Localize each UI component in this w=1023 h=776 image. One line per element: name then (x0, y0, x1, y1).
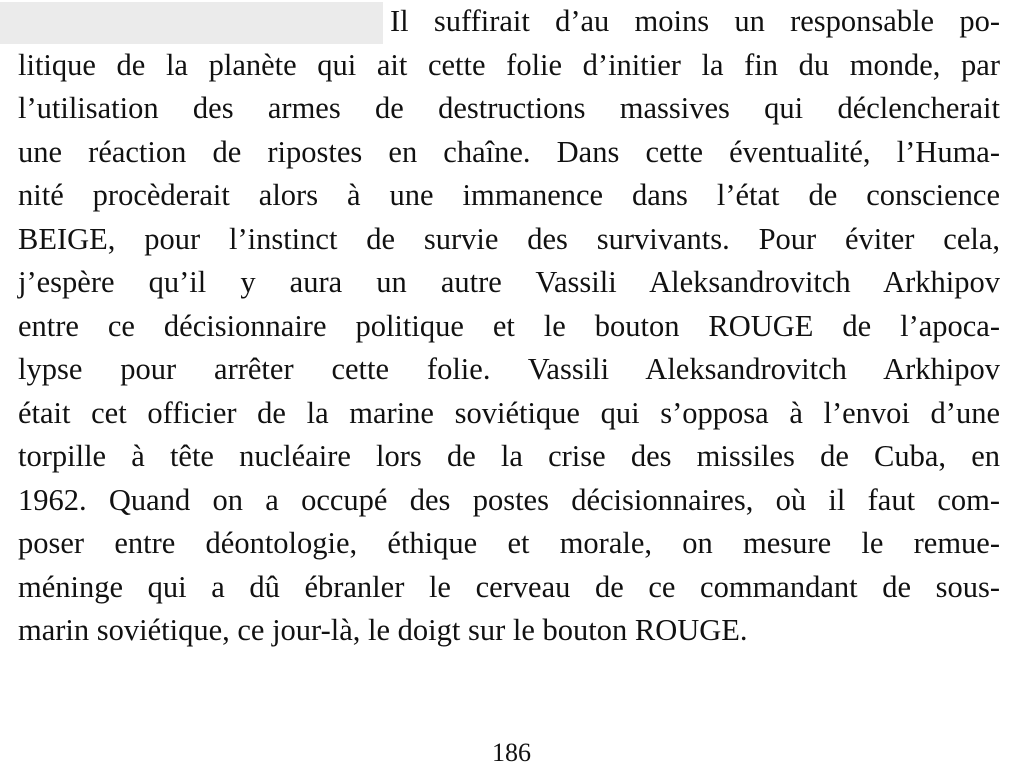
paragraph-line: BEIGE, pour l’instinct de survie des survivants. Pour éviter cela, (18, 221, 1000, 256)
paragraph-line: nité procèderait alors à une immanence dans l’état de conscience (18, 178, 1000, 212)
paragraph-line: Il suffirait d’au moins un responsable po- (390, 4, 1000, 38)
paragraph-line: une réaction de ripostes en chaîne. Dans cette éventualité, l’Huma- (18, 134, 1000, 169)
paragraph-line: 1962. Quand on a occupé des postes décisionnaires, où il faut com- (18, 482, 1000, 517)
paragraph-line: méninge qui a dû ébranler le cerveau de ce commandant de sous- (18, 569, 1000, 604)
paragraph-line: l’utilisation des armes de destructions massives qui déclencherait (18, 91, 1000, 125)
paragraph-line: poser entre déontologie, éthique et morale, on mesure le remue- (18, 526, 1000, 560)
paragraph-line: j’espère qu’il y aura un autre Vassili Aleksandrovitch Arkhipov (18, 265, 1000, 299)
paragraph-line: entre ce décisionnaire politique et le bouton ROUGE de l’apoca- (18, 308, 1000, 343)
page-number: 186 (492, 738, 531, 767)
paragraph-line: litique de la planète qui ait cette folie d’initier la fin du monde, par (18, 47, 1000, 82)
paragraph-line: était cet officier de la marine soviétique qui s’opposa à l’envoi d’une (18, 395, 1000, 430)
body-paragraph (18, 0, 1000, 653)
paragraph-line: torpille à tête nucléaire lors de la crise des missiles de Cuba, en (18, 439, 1000, 473)
paragraph-line: marin soviétique, ce jour-là, le doigt sur le bouton ROUGE. (18, 613, 748, 647)
paragraph-line: lypse pour arrêter cette folie. Vassili Aleksandrovitch Arkhipov (18, 352, 1000, 386)
